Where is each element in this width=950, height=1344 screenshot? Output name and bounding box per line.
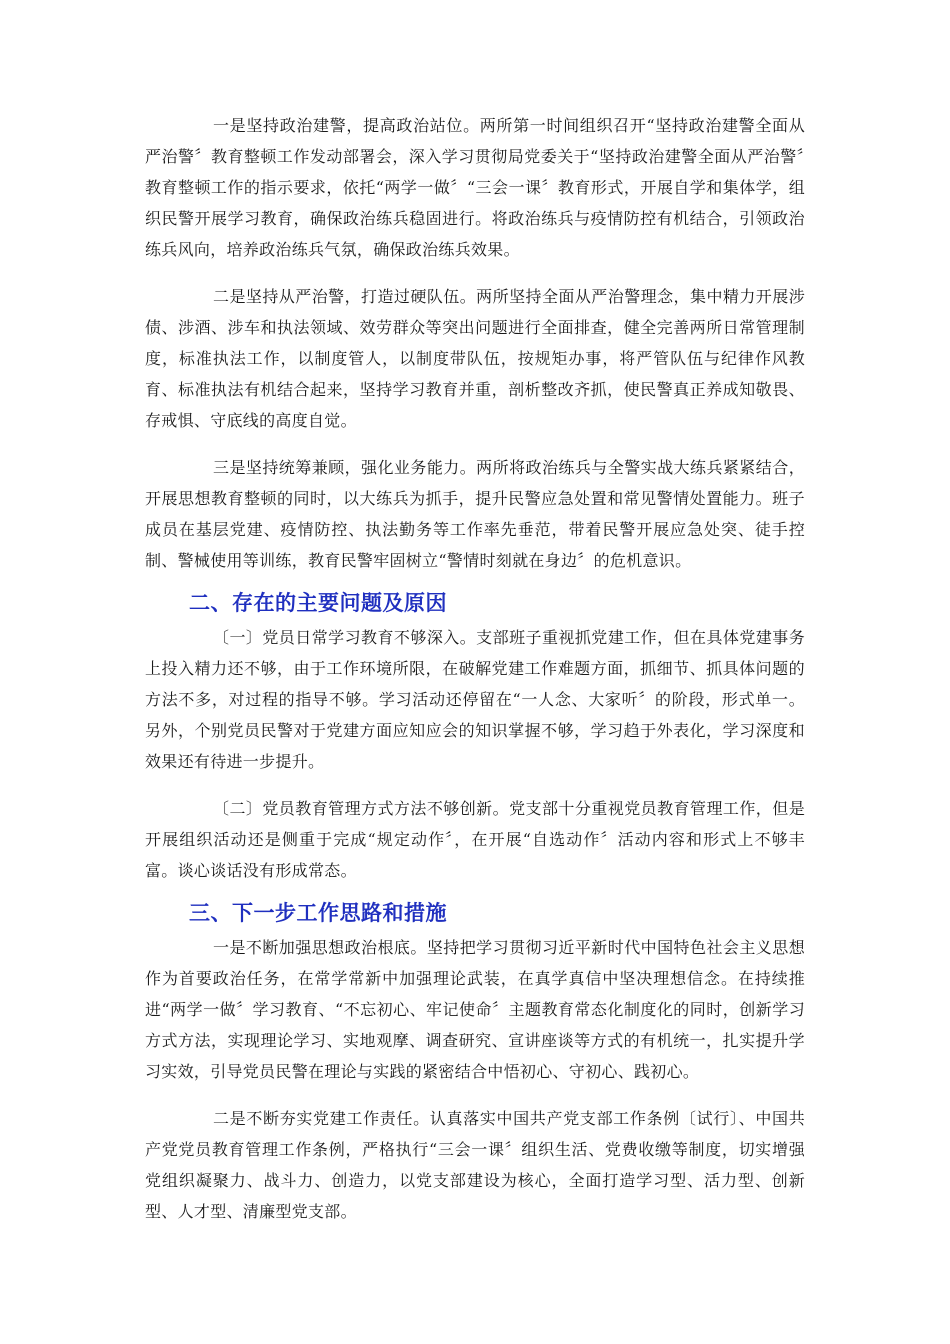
section-heading-problems: 二、存在的主要问题及原因 <box>189 591 447 615</box>
paragraph-problem-1: 〔一〕党员日常学习教育不够深入。支部班子重视抓党建工作，但在具体党建事务上投入精力还不够，由于工作环境所限，在破解党建工作难题方面，抓细节、抓具体问题的方法不多，对过程的指导不够。学习活动还停留在“一人念、大家听〞的阶段，形式单一。另外，个别党员民警对于党建方面应知应会的知识掌握不够，学习趋于外表化，学习深度和效果还有待进一步提升。 <box>145 628 805 771</box>
paragraph-gap <box>145 436 805 452</box>
section-heading-next-steps: 三、下一步工作思路和措施 <box>189 901 447 925</box>
paragraph-political-building: 一是坚持政治建警，提高政治站位。两所第一时间组织召开“坚持政治建警全面从严治警〞教育整顿工作发动部署会，深入学习贯彻局党委关于“坚持政治建警全面从严治警〞教育整顿工作的指示要求，依托“两学一做〞“三会一课〞教育形式，开展自学和集体学，组织民警开展学习教育，确保政治练兵稳固进行。将政治练兵与疫情防控有机结合，引领政治练兵风向，培养政治练兵气氛，确保政治练兵效果。 <box>145 116 805 259</box>
paragraph-measure-1: 一是不断加强思想政治根底。坚持把学习贯彻习近平新时代中国特色社会主义思想作为首要政治任务，在常学常新中加强理论武装，在真学真信中坚决理想信念。在持续推进“两学一做〞学习教育、“不忘初心、牢记使命〞主题教育常态化制度化的同时，创新学习方式方法，实现理论学习、实地观摩、调查研究、宣讲座谈等方式的有机统一，扎实提升学习实效，引导党员民警在理论与实践的紧密结合中悟初心、守初心、践初心。 <box>145 938 805 1081</box>
paragraph-gap <box>145 265 805 281</box>
paragraph-problem-2: 〔二〕党员教育管理方式方法不够创新。党支部十分重视党员教育管理工作，但是开展组织活动还是侧重于完成“规定动作〞，在开展“自选动作〞活动内容和形式上不够丰富。谈心谈话没有形成常态。 <box>145 799 805 880</box>
paragraph-strict-management: 二是坚持从严治警，打造过硬队伍。两所坚持全面从严治警理念，集中精力开展涉债、涉酒、涉车和执法领域、效劳群众等突出问题进行全面排查，健全完善两所日常管理制度，标准执法工作，以制度管人，以制度带队伍，按规矩办事，将严管队伍与纪律作风教育、标准执法有机结合起来，坚持学习教育并重，剖析整改齐抓，使民警真正养成知敬畏、存戒惧、守底线的高度自觉。 <box>145 287 805 430</box>
heading-gap <box>145 886 805 896</box>
paragraph-measure-2: 二是不断夯实党建工作责任。认真落实中国共产党支部工作条例〔试行〕、中国共产党党员教育管理工作条例，严格执行“三会一课〞组织生活、党费收缴等制度，切实增强党组织凝聚力、战斗力、创造力，以党支部建设为核心，全面打造学习型、活力型、创新型、人才型、清廉型党支部。 <box>145 1109 805 1221</box>
paragraph-gap <box>145 1087 805 1103</box>
paragraph-gap <box>145 777 805 793</box>
paragraph-business-ability: 三是坚持统筹兼顾，强化业务能力。两所将政治练兵与全警实战大练兵紧紧结合，开展思想教育整顿的同时，以大练兵为抓手，提升民警应急处置和常见警情处置能力。班子成员在基层党建、疫情防控、执法勤务等工作率先垂范，带着民警开展应急处突、徒手控制、警械使用等训练，教育民警牢固树立“警情时刻就在身边〞的危机意识。 <box>145 458 805 570</box>
document-body <box>145 110 805 1227</box>
heading-gap <box>145 576 805 586</box>
